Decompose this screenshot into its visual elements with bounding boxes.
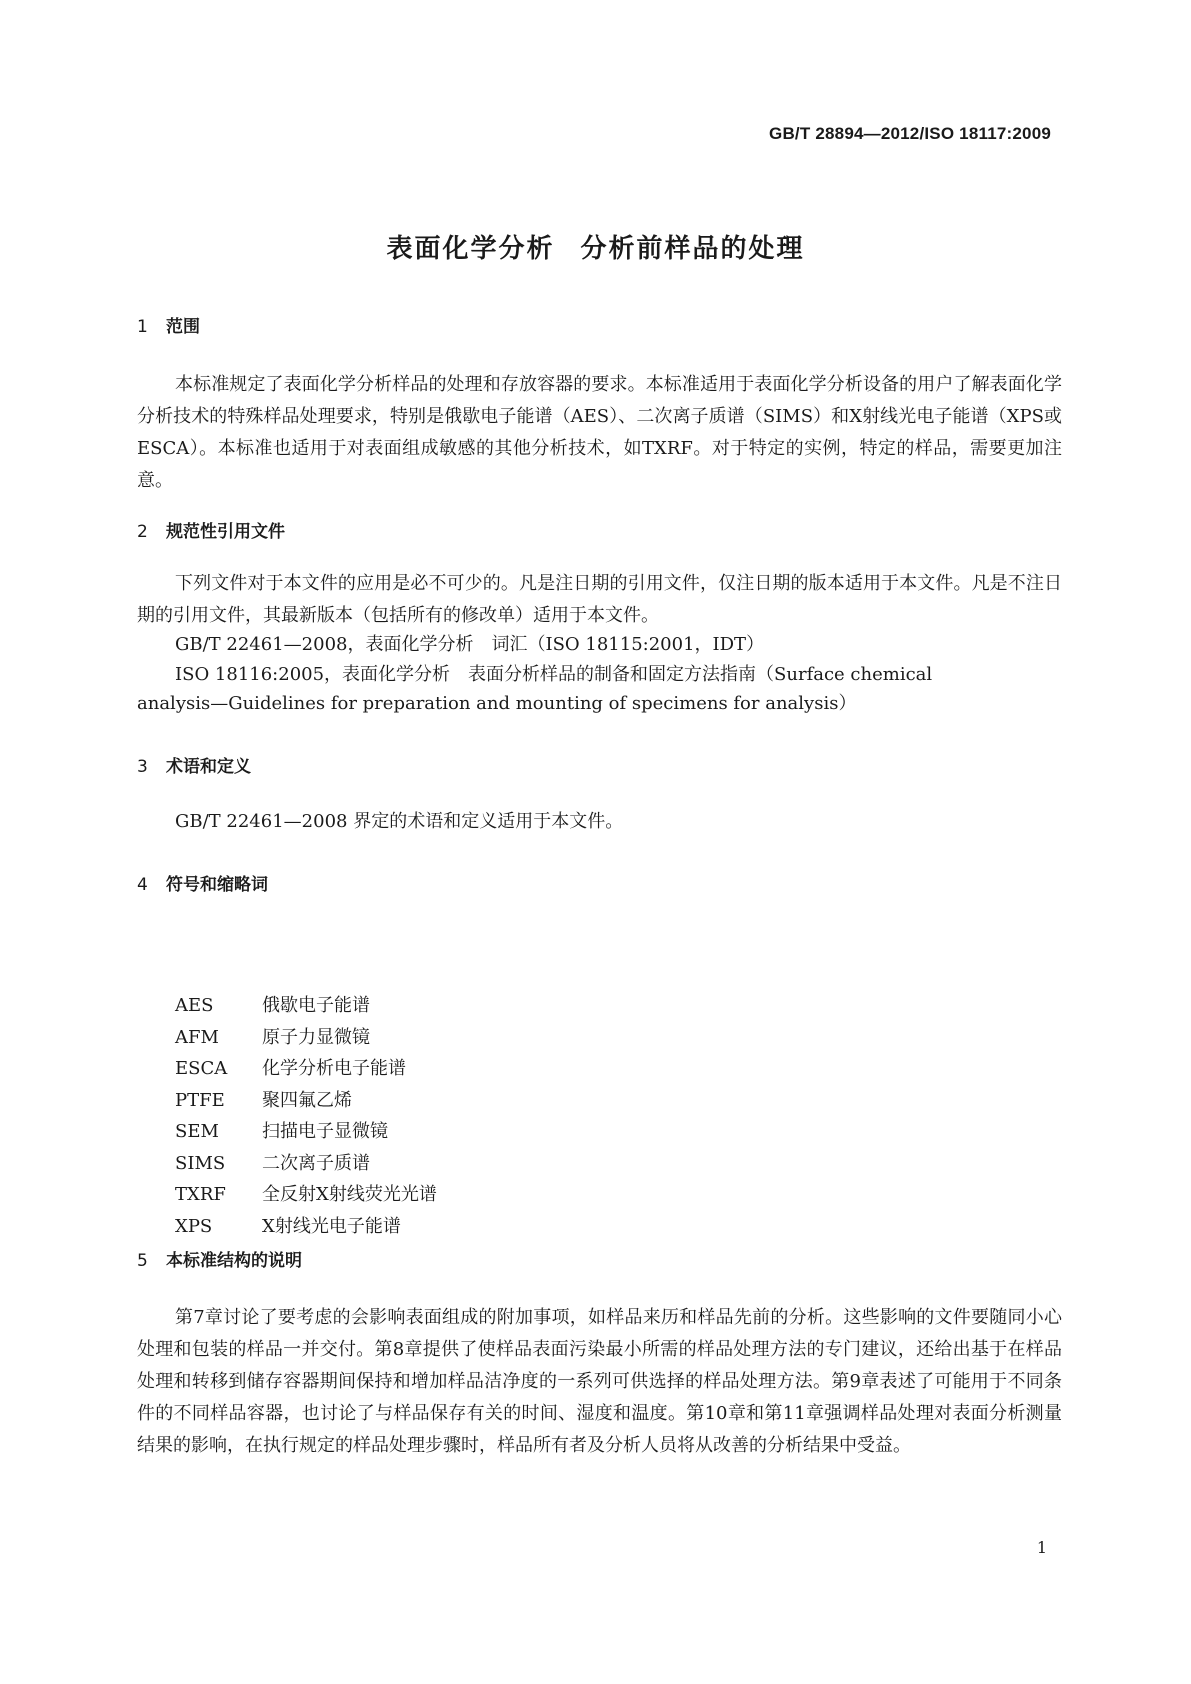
section-5-paragraph: 第7章讨论了要考虑的会影响表面组成的附加事项，如样品来历和样品先前的分析。这些影响的文件要随同小心处理和包装的样品一并交付。第8章提供了使样品表面污染最小所需的样品处理方法的专门建议，还给出基于在样品处理和转移到储存容器期间保持和增加样品洁净度的一系列可供选择的样品处理方法。第9章表述了可能用于不同条件的不同样品容器，也讨论了与样品保存有关的时间、湿度和温度。第10章和第11章强调样品处理对表面分析测量结果的影响，在执行规定的样品处理步骤时，样品所有者及分析人员将从改善的分析结果中受益。 [137,1307,1062,1456]
abbreviation-meaning: 俄歇电子能谱 [262,995,370,1016]
title-part-1: 表面化学分析 [386,234,555,264]
section-number: 2 [137,522,148,542]
section-title: 范围 [166,317,200,337]
section-5-heading [137,1246,302,1271]
abbreviation-row [175,990,437,1022]
abbreviation: AFM [175,1026,219,1048]
abbreviation-meaning: 扫描电子显微镜 [262,1121,388,1142]
section-number: 5 [137,1251,148,1271]
section-3-heading [137,752,251,777]
abbreviation-meaning: 全反射X射线荧光光谱 [262,1184,437,1205]
abbreviation: SIMS [175,1152,226,1174]
section-2-heading [137,517,285,542]
section-title: 符号和缩略词 [166,875,268,895]
page-number: 1 [1036,1538,1047,1557]
section-4-heading [137,870,268,895]
abbreviation-meaning: 原子力显微镜 [262,1026,370,1048]
reference-item-continuation: analysis—Guidelines for preparation and mounting of specimens for analysis） [137,693,857,714]
section-title: 术语和定义 [166,757,251,777]
abbreviation: XPS [175,1215,213,1237]
document-title [0,228,1191,265]
abbreviation: AES [175,995,214,1016]
section-title: 规范性引用文件 [166,522,285,542]
abbreviation-row [175,1085,437,1117]
abbreviation-row [175,1211,437,1243]
section-1-paragraph: 本标准规定了表面化学分析样品的处理和存放容器的要求。本标准适用于表面化学分析设备的用户了解表面化学分析技术的特殊样品处理要求，特别是俄歇电子能谱（AES）、二次离子质谱（SIMS）和X射线光电子能谱（XPS或ESCA）。本标准也适用于对表面组成敏感的其他分析技术，如TXRF。对于特定的实例，特定的样品，需要更加注意。 [137,374,1062,491]
section-3-paragraph: GB/T 22461—2008 界定的术语和定义适用于本文件。 [175,811,624,832]
abbreviation-row [175,1053,437,1085]
abbreviation-row [175,1179,437,1211]
section-title: 本标准结构的说明 [166,1251,302,1271]
abbreviation-list [175,990,437,1242]
abbreviation: PTFE [175,1089,225,1111]
abbreviation-meaning: X射线光电子能谱 [262,1215,401,1237]
section-number: 3 [137,757,148,777]
abbreviation-row [175,1022,437,1054]
section-2-paragraph: 下列文件对于本文件的应用是必不可少的。凡是注日期的引用文件，仅注日期的版本适用于本文件。凡是不注日期的引用文件，其最新版本（包括所有的修改单）适用于本文件。 [137,573,1062,626]
abbreviation-row [175,1116,437,1148]
reference-item: GB/T 22461—2008，表面化学分析 词汇（ISO 18115:2001，IDT） [175,634,765,655]
reference-item: ISO 18116:2005，表面化学分析 表面分析样品的制备和固定方法指南（Surface chemical [175,664,933,685]
title-part-2: 分析前样品的处理 [580,234,805,264]
abbreviation-meaning: 二次离子质谱 [262,1152,370,1174]
abbreviation-row [175,1148,437,1180]
section-1-heading [137,312,200,337]
abbreviation-meaning: 聚四氟乙烯 [262,1089,352,1111]
standard-code: GB/T 28894—2012/ISO 18117:2009 [769,124,1051,143]
section-number: 1 [137,317,148,337]
abbreviation: TXRF [175,1184,226,1205]
abbreviation-meaning: 化学分析电子能谱 [262,1058,406,1079]
abbreviation: ESCA [175,1058,228,1079]
abbreviation: SEM [175,1121,219,1142]
section-number: 4 [137,875,148,895]
